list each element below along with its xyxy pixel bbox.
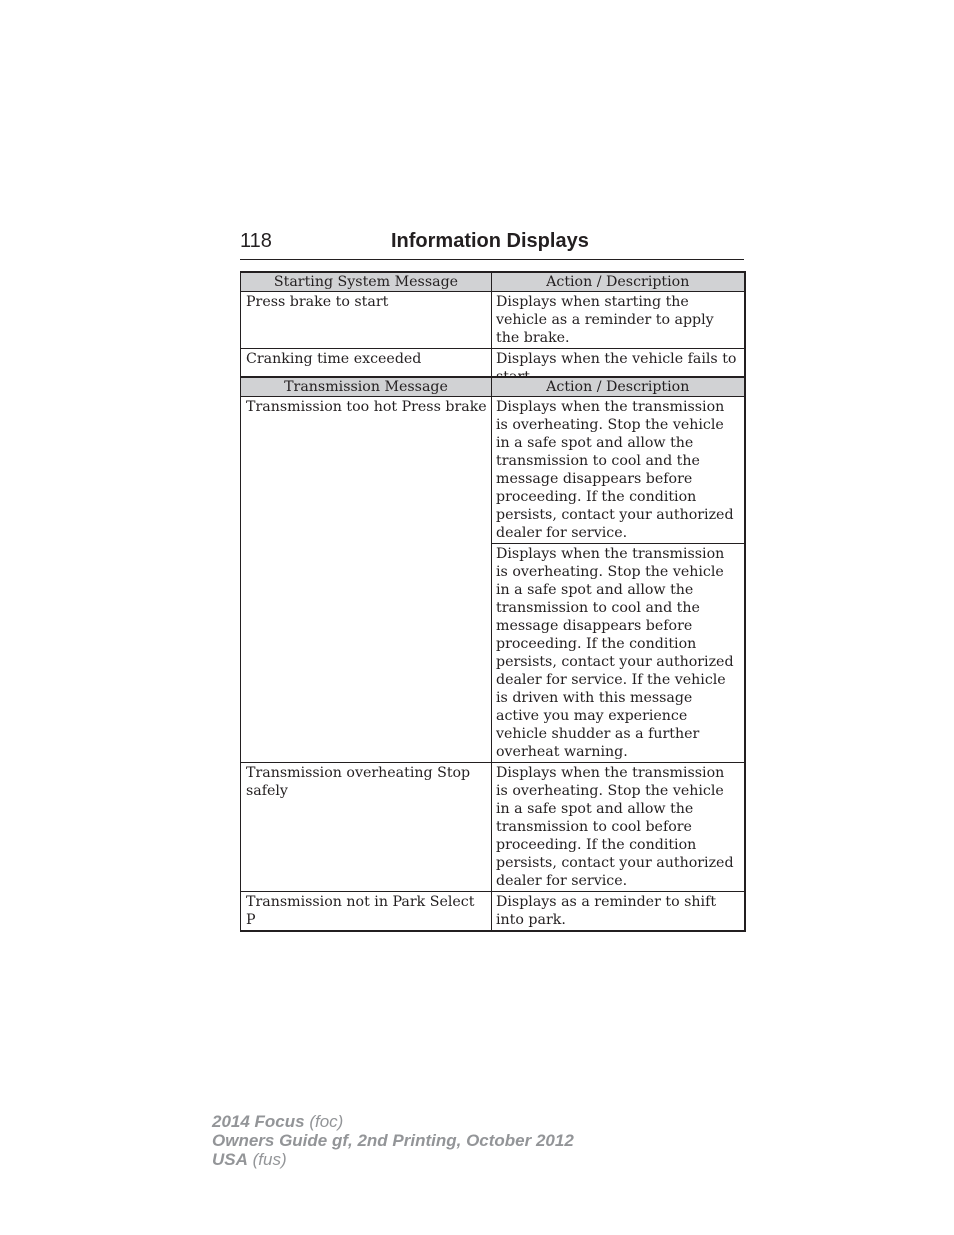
description-cell: Displays when the transmission is overheating. Stop the vehicle in a safe spot and allow the transmission to cool and the message disappears before proceeding. If the condition persists, contact your authorized dealer for service. If the vehicle is driven with this message active you may experience vehicle shudder as a further overheat warning. [492, 544, 745, 763]
column-header-message: Starting System Message [241, 272, 492, 292]
starting-system-table [240, 271, 746, 389]
table-row [241, 397, 745, 544]
footer-market: USA [212, 1150, 248, 1169]
message-cell: Transmission overheating Stop safely [241, 763, 492, 892]
column-header-message: Transmission Message [241, 377, 492, 397]
footer-model: 2014 Focus [212, 1112, 305, 1131]
page-footer [212, 1112, 574, 1169]
description-cell: Displays when the transmission is overheating. Stop the vehicle in a safe spot and allow the transmission to cool and the message disappears before proceeding. If the condition persists, contact your authorized dealer for service. [492, 397, 745, 544]
page-number: 118 [240, 230, 272, 252]
message-cell: Transmission not in Park Select P [241, 892, 492, 932]
table-row [241, 763, 745, 892]
footer-model-code: (foc) [309, 1112, 344, 1131]
section-title: Information Displays [391, 230, 589, 252]
message-cell: Press brake to start [241, 292, 492, 349]
description-cell: Displays when the vehicle fails to [492, 349, 745, 389]
footer-model-line [212, 1112, 574, 1131]
description-cell: Displays when starting the vehicle as a reminder to apply the brake. [492, 292, 745, 349]
message-cell: Transmission too hot Press brake [241, 397, 492, 763]
description-cell: Displays when the transmission is overheating. Stop the vehicle in a safe spot and allow the transmission to cool before proceeding. If the condition persists, contact your authorized dealer for service. [492, 763, 745, 892]
transmission-table [240, 376, 746, 932]
table-row [241, 892, 745, 932]
page-header [240, 229, 744, 260]
table-header-row [241, 272, 745, 292]
table-row [241, 292, 745, 349]
column-header-description: Action / Description [492, 377, 745, 397]
table-header-row [241, 377, 745, 397]
footer-market-code: (fus) [252, 1150, 287, 1169]
description-cell: Displays as a reminder to shift into park. [492, 892, 745, 932]
footer-guide-line [212, 1131, 574, 1150]
message-cell: Cranking time exceeded [241, 349, 492, 389]
column-header-description: Action / Description [492, 272, 745, 292]
footer-market-line [212, 1150, 574, 1169]
footer-guide: Owners Guide gf, 2nd Printing, October 2012 [212, 1131, 574, 1150]
